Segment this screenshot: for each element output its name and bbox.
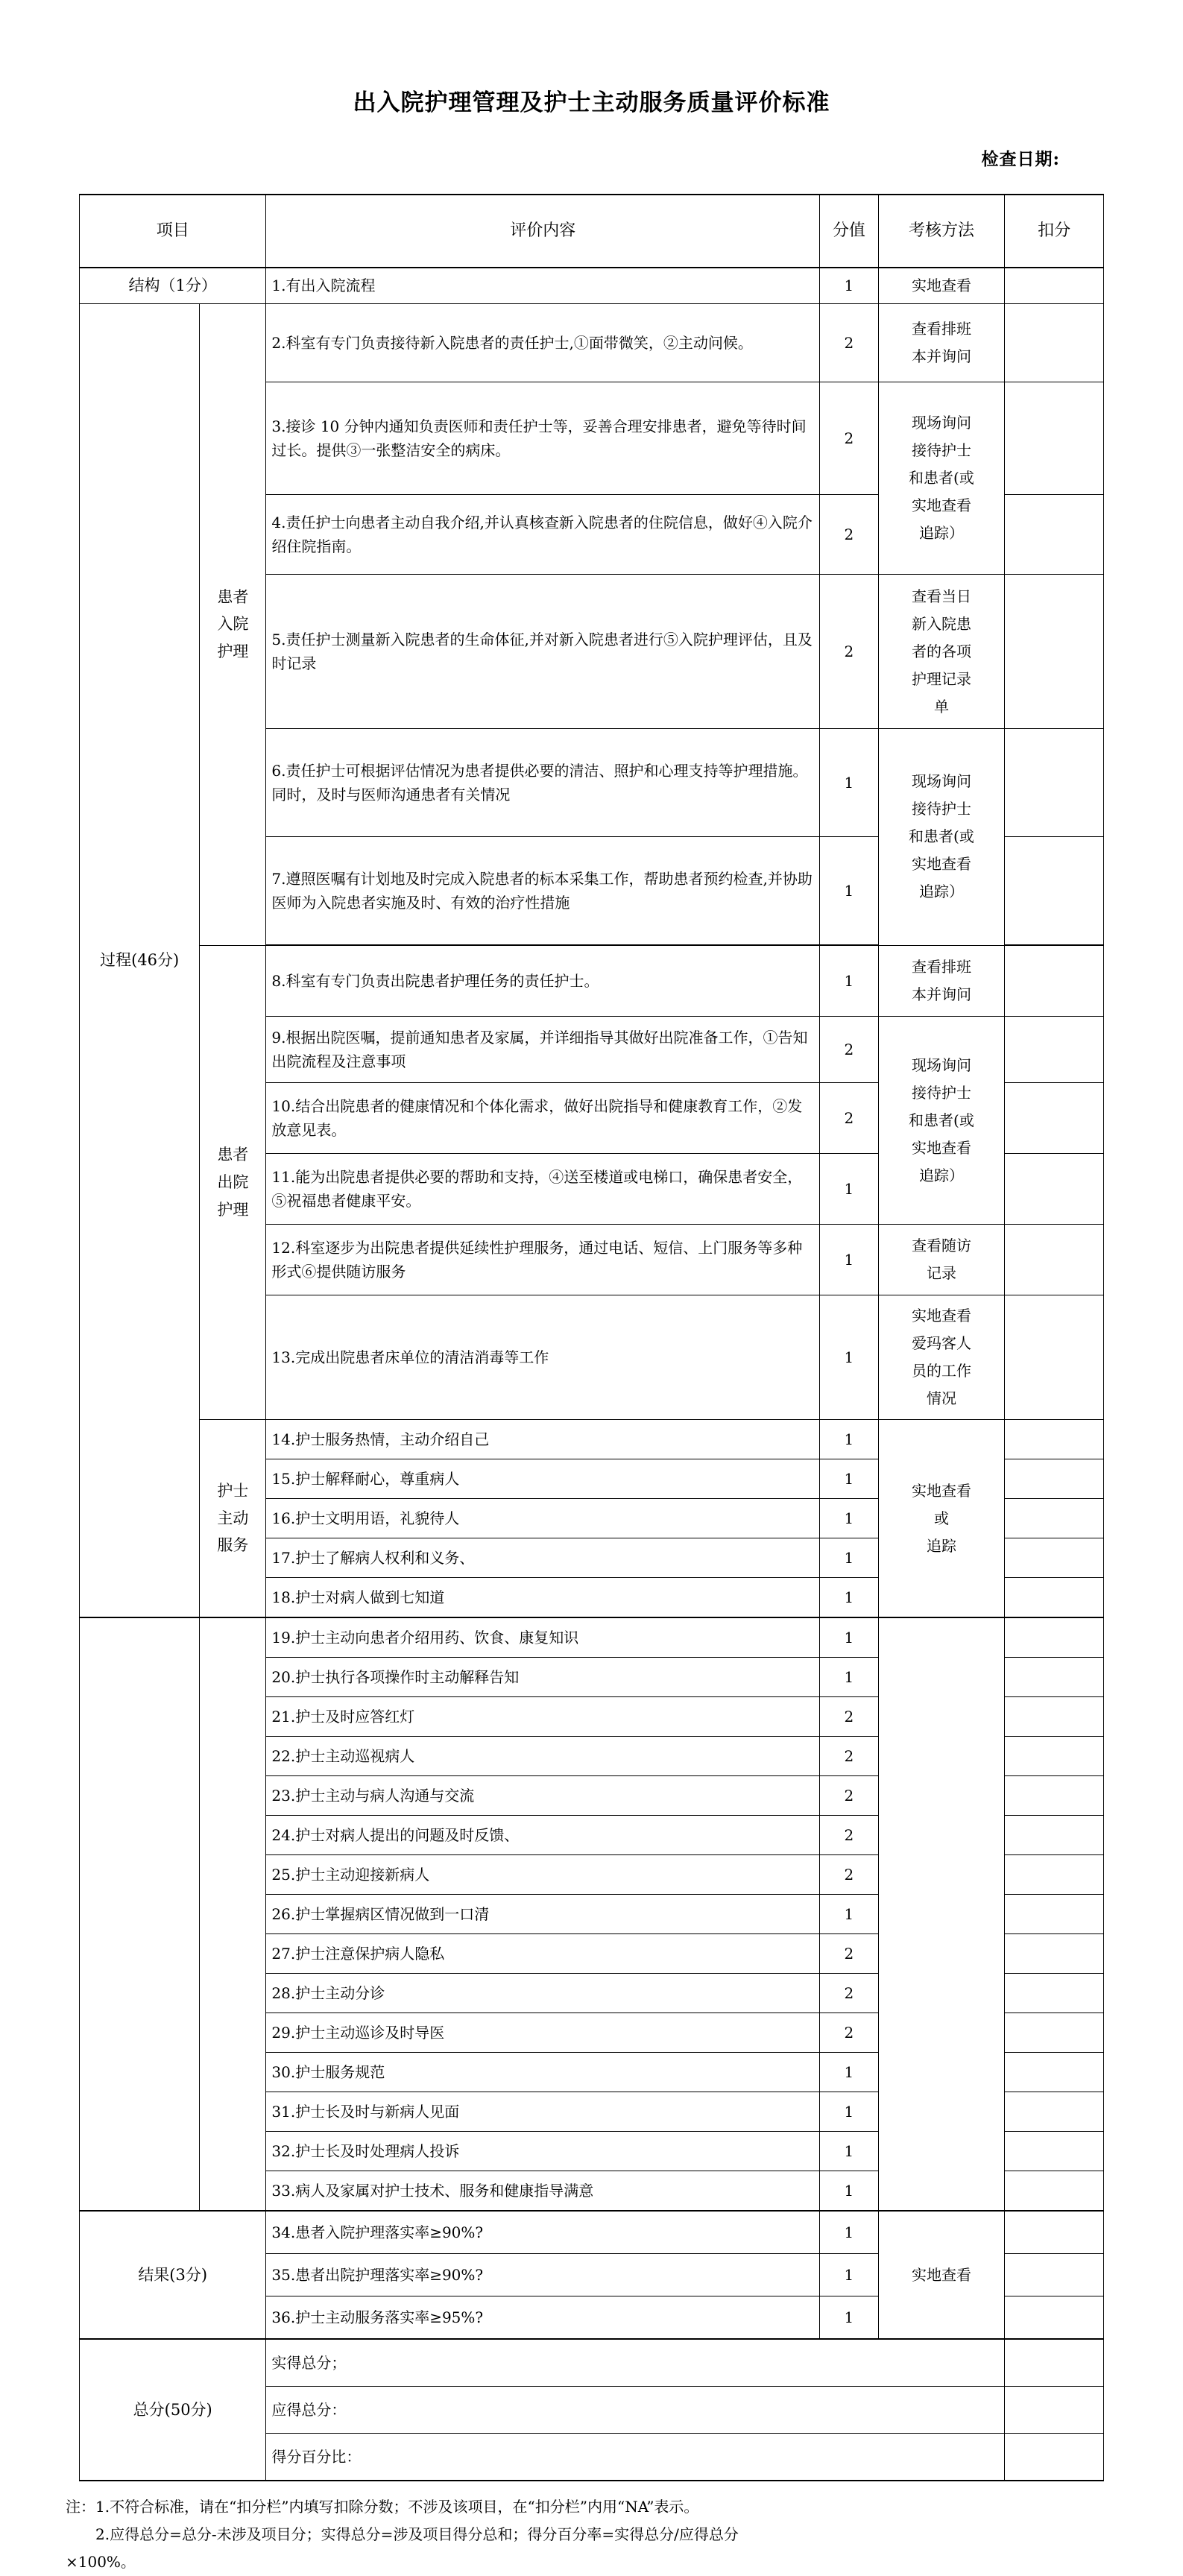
method-line-1: 查看排班 bbox=[911, 957, 971, 976]
method-line-5: 追踪） bbox=[918, 524, 964, 542]
table-row bbox=[80, 2211, 1104, 2254]
row-content-10: 10.结合出院患者的健康情况和个体化需求，做好出院指导和健康教育工作，②发放意见表。 bbox=[266, 1083, 820, 1154]
row-deduct-35[interactable] bbox=[1005, 2254, 1104, 2296]
category-process-cont bbox=[80, 1617, 200, 2211]
row-score-15: 1 bbox=[820, 1459, 879, 1499]
row-content-4: 4.责任护士向患者主动自我介绍,并认真核查新入院患者的住院信息，做好④入院介绍住院指南。 bbox=[266, 495, 820, 575]
row-score-34: 1 bbox=[820, 2211, 879, 2254]
row-deduct-11[interactable] bbox=[1005, 1154, 1104, 1225]
row-content-14: 14.护士服务热情，主动介绍自己 bbox=[266, 1420, 820, 1459]
header-deduct: 扣分 bbox=[1005, 195, 1104, 268]
method-line-2: 接待护士 bbox=[911, 800, 971, 818]
method-line-4: 情况 bbox=[926, 1389, 956, 1407]
row-method-1: 实地查看 bbox=[878, 268, 1005, 304]
row-method-2 bbox=[878, 304, 1005, 382]
method-line-3: 和患者(或 bbox=[909, 827, 974, 846]
method-line-1: 现场询问 bbox=[911, 772, 971, 791]
method-line-1: 查看排班 bbox=[911, 320, 971, 338]
row-content-29: 29.护士主动巡诊及时导医 bbox=[266, 2013, 820, 2053]
row-deduct-29[interactable] bbox=[1005, 2013, 1104, 2053]
total-percent-deduct[interactable] bbox=[1005, 2434, 1104, 2481]
row-score-14: 1 bbox=[820, 1420, 879, 1459]
row-score-3: 2 bbox=[820, 382, 879, 495]
row-content-33: 33.病人及家属对护士技术、服务和健康指导满意 bbox=[266, 2171, 820, 2212]
subcategory-line-1: 护士 bbox=[217, 1481, 249, 1500]
method-line-3: 和患者(或 bbox=[909, 469, 974, 487]
method-line-5: 追踪） bbox=[918, 883, 964, 901]
row-deduct-24[interactable] bbox=[1005, 1816, 1104, 1855]
row-content-12: 12.科室逐步为出院患者提供延续性护理服务，通过电话、短信、上门服务等多种形式⑥提供随访服务 bbox=[266, 1225, 820, 1295]
row-score-22: 2 bbox=[820, 1737, 879, 1776]
row-deduct-17[interactable] bbox=[1005, 1538, 1104, 1578]
evaluation-table-wrap bbox=[0, 170, 1183, 2481]
row-content-9: 9.根据出院医嘱，提前通知患者及家属，并详细指导其做好出院准备工作，①告知出院流程及注意事项 bbox=[266, 1017, 820, 1083]
method-line-2: 本并询问 bbox=[911, 347, 971, 365]
row-score-10: 2 bbox=[820, 1083, 879, 1154]
header-method: 考核方法 bbox=[878, 195, 1005, 268]
row-score-23: 2 bbox=[820, 1776, 879, 1816]
total-percent-label: 得分百分比： bbox=[266, 2434, 1005, 2481]
row-score-29: 2 bbox=[820, 2013, 879, 2053]
method-line-2: 爱玛客人 bbox=[911, 1334, 971, 1352]
subcategory-blank bbox=[200, 1617, 266, 2211]
row-content-25: 25.护士主动迎接新病人 bbox=[266, 1855, 820, 1895]
method-line-2: 记录 bbox=[926, 1264, 956, 1282]
row-score-36: 1 bbox=[820, 2296, 879, 2340]
row-score-33: 1 bbox=[820, 2171, 879, 2212]
method-line-5: 单 bbox=[933, 697, 949, 716]
row-content-16: 16.护士文明用语，礼貌待人 bbox=[266, 1499, 820, 1538]
method-line-2: 本并询问 bbox=[911, 985, 971, 1003]
table-row bbox=[80, 268, 1104, 304]
row-score-35: 1 bbox=[820, 2254, 879, 2296]
row-deduct-19[interactable] bbox=[1005, 1617, 1104, 1658]
total-expected-label: 应得总分： bbox=[266, 2387, 1005, 2434]
row-content-5: 5.责任护士测量新入院患者的生命体征,并对新入院患者进行⑤入院护理评估，且及时记录 bbox=[266, 575, 820, 729]
row-deduct-13[interactable] bbox=[1005, 1295, 1104, 1420]
row-deduct-8[interactable] bbox=[1005, 945, 1104, 1017]
row-content-2: 2.科室有专门负责接待新入院患者的责任护士,①面带微笑，②主动问候。 bbox=[266, 304, 820, 382]
row-deduct-10[interactable] bbox=[1005, 1083, 1104, 1154]
method-line-4: 实地查看 bbox=[911, 496, 971, 514]
row-score-31: 1 bbox=[820, 2092, 879, 2132]
method-line-1: 现场询问 bbox=[911, 414, 971, 432]
subcategory-discharge-nursing bbox=[200, 945, 266, 1420]
subcategory-line-1: 患者 bbox=[217, 587, 249, 606]
row-score-32: 1 bbox=[820, 2132, 879, 2171]
row-deduct-25[interactable] bbox=[1005, 1855, 1104, 1895]
method-line-3: 追踪 bbox=[926, 1536, 956, 1555]
subcategory-line-2: 主动 bbox=[217, 1509, 249, 1527]
row-deduct-15[interactable] bbox=[1005, 1459, 1104, 1499]
row-deduct-30[interactable] bbox=[1005, 2053, 1104, 2092]
subcategory-line-3: 护理 bbox=[217, 1200, 249, 1219]
category-result: 结果(3分) bbox=[80, 2211, 266, 2339]
row-deduct-6[interactable] bbox=[1005, 729, 1104, 837]
header-score: 分值 bbox=[820, 195, 879, 268]
row-deduct-5[interactable] bbox=[1005, 575, 1104, 729]
row-deduct-12[interactable] bbox=[1005, 1225, 1104, 1295]
row-content-8: 8.科室有专门负责出院患者护理任务的责任护士。 bbox=[266, 945, 820, 1017]
category-structure: 结构（1分） bbox=[80, 268, 266, 304]
row-score-28: 2 bbox=[820, 1974, 879, 2013]
subcategory-line-2: 出院 bbox=[217, 1172, 249, 1191]
row-score-13: 1 bbox=[820, 1295, 879, 1420]
evaluation-table bbox=[79, 194, 1104, 2481]
method-line-5: 追踪） bbox=[918, 1166, 964, 1184]
table-row-total bbox=[80, 2339, 1104, 2387]
row-score-7: 1 bbox=[820, 837, 879, 946]
row-score-16: 1 bbox=[820, 1499, 879, 1538]
row-method-14 bbox=[878, 1420, 1005, 1618]
row-content-32: 32.护士长及时处理病人投诉 bbox=[266, 2132, 820, 2171]
row-deduct-7[interactable] bbox=[1005, 837, 1104, 946]
note-line-1: 注：1.不符合标准，请在“扣分栏”内填写扣除分数；不涉及该项目，在“扣分栏”内用“NA”表示。 bbox=[66, 2498, 699, 2516]
row-score-20: 1 bbox=[820, 1658, 879, 1697]
row-score-30: 1 bbox=[820, 2053, 879, 2092]
method-line-2: 或 bbox=[933, 1509, 949, 1527]
table-header-row bbox=[80, 195, 1104, 268]
row-content-31: 31.护士长及时与新病人见面 bbox=[266, 2092, 820, 2132]
row-score-11: 1 bbox=[820, 1154, 879, 1225]
row-content-36: 36.护士主动服务落实率≥95%? bbox=[266, 2296, 820, 2340]
method-line-2: 新入院患 bbox=[911, 614, 971, 633]
row-content-6: 6.责任护士可根据评估情况为患者提供必要的清洁、照护和心理支持等护理措施。同时，及时与医师沟通患者有关情况 bbox=[266, 729, 820, 837]
row-content-26: 26.护士掌握病区情况做到一口清 bbox=[266, 1895, 820, 1934]
row-score-4: 2 bbox=[820, 495, 879, 575]
total-actual-label: 实得总分； bbox=[266, 2339, 1005, 2387]
row-deduct-16[interactable] bbox=[1005, 1499, 1104, 1538]
row-deduct-33[interactable] bbox=[1005, 2171, 1104, 2212]
method-line-4: 实地查看 bbox=[911, 1138, 971, 1157]
row-method-13 bbox=[878, 1295, 1005, 1420]
row-deduct-3[interactable] bbox=[1005, 382, 1104, 495]
row-method-19-33 bbox=[878, 1617, 1005, 2211]
row-deduct-31[interactable] bbox=[1005, 2092, 1104, 2132]
total-expected-deduct[interactable] bbox=[1005, 2387, 1104, 2434]
row-content-3: 3.接诊 10 分钟内通知负责医师和责任护士等，妥善合理安排患者，避免等待时间过长。提供③一张整洁安全的病床。 bbox=[266, 382, 820, 495]
row-content-19: 19.护士主动向患者介绍用药、饮食、康复知识 bbox=[266, 1617, 820, 1658]
table-row bbox=[80, 1420, 1104, 1459]
row-method-5 bbox=[878, 575, 1005, 729]
row-score-17: 1 bbox=[820, 1538, 879, 1578]
inspection-date-label: 检查日期: bbox=[981, 149, 1060, 169]
method-line-1: 实地查看 bbox=[911, 1307, 971, 1325]
row-content-22: 22.护士主动巡视病人 bbox=[266, 1737, 820, 1776]
row-content-23: 23.护士主动与病人沟通与交流 bbox=[266, 1776, 820, 1816]
method-line-4: 实地查看 bbox=[911, 855, 971, 874]
row-deduct-2[interactable] bbox=[1005, 304, 1104, 382]
subcategory-admission-nursing bbox=[200, 304, 266, 946]
row-deduct-9[interactable] bbox=[1005, 1017, 1104, 1083]
row-content-34: 34.患者入院护理落实率≥90%? bbox=[266, 2211, 820, 2254]
header-item: 项目 bbox=[80, 195, 266, 268]
row-method-34-36: 实地查看 bbox=[878, 2211, 1005, 2339]
row-content-20: 20.护士执行各项操作时主动解释告知 bbox=[266, 1658, 820, 1697]
row-content-7: 7.遵照医嘱有计划地及时完成入院患者的标本采集工作，帮助患者预约检查,并协助医师为入院患者实施及时、有效的治疗性措施 bbox=[266, 837, 820, 946]
row-deduct-4[interactable] bbox=[1005, 495, 1104, 575]
row-deduct-34[interactable] bbox=[1005, 2211, 1104, 2254]
row-method-6 bbox=[878, 729, 1005, 946]
row-score-5: 2 bbox=[820, 575, 879, 729]
method-line-4: 护理记录 bbox=[911, 669, 971, 688]
row-deduct-22[interactable] bbox=[1005, 1737, 1104, 1776]
method-line-2: 接待护士 bbox=[911, 1083, 971, 1102]
method-line-1: 现场询问 bbox=[911, 1055, 971, 1074]
row-content-11: 11.能为出院患者提供必要的帮助和支持，④送至楼道或电梯口，确保患者安全，⑤祝福患者健康平安。 bbox=[266, 1154, 820, 1225]
subcategory-line-2: 入院 bbox=[217, 615, 249, 634]
page-title: 出入院护理管理及护士主动服务质量评价标准 bbox=[353, 89, 830, 116]
row-score-26: 1 bbox=[820, 1895, 879, 1934]
row-deduct-32[interactable] bbox=[1005, 2132, 1104, 2171]
row-score-19: 1 bbox=[820, 1617, 879, 1658]
row-method-8 bbox=[878, 945, 1005, 1017]
row-score-12: 1 bbox=[820, 1225, 879, 1295]
row-content-28: 28.护士主动分诊 bbox=[266, 1974, 820, 2013]
note-line-3: ×100%。 bbox=[66, 2553, 136, 2571]
table-row bbox=[80, 1617, 1104, 1658]
row-deduct-23[interactable] bbox=[1005, 1776, 1104, 1816]
row-method-3 bbox=[878, 382, 1005, 575]
row-score-1: 1 bbox=[820, 268, 879, 304]
category-process: 过程(46分) bbox=[80, 304, 200, 1618]
note-line-2: 2.应得总分=总分-未涉及项目分；实得总分=涉及项目得分总和；得分百分率=实得总分/应得总分 bbox=[95, 2525, 739, 2543]
row-content-1: 1.有出入院流程 bbox=[266, 268, 820, 304]
row-score-9: 2 bbox=[820, 1017, 879, 1083]
row-deduct-28[interactable] bbox=[1005, 1974, 1104, 2013]
subcategory-line-3: 护理 bbox=[217, 643, 249, 661]
row-content-15: 15.护士解释耐心，尊重病人 bbox=[266, 1459, 820, 1499]
row-score-18: 1 bbox=[820, 1578, 879, 1618]
method-line-1: 实地查看 bbox=[911, 1481, 971, 1500]
subcategory-line-3: 服务 bbox=[217, 1536, 249, 1555]
footer-notes bbox=[0, 2481, 1183, 2576]
row-score-25: 2 bbox=[820, 1855, 879, 1895]
row-deduct-18[interactable] bbox=[1005, 1578, 1104, 1618]
row-content-17: 17.护士了解病人权利和义务、 bbox=[266, 1538, 820, 1578]
subcategory-line-1: 患者 bbox=[217, 1146, 249, 1164]
row-content-24: 24.护士对病人提出的问题及时反馈、 bbox=[266, 1816, 820, 1855]
row-content-35: 35.患者出院护理落实率≥90%? bbox=[266, 2254, 820, 2296]
row-score-27: 2 bbox=[820, 1934, 879, 1974]
row-content-27: 27.护士注意保护病人隐私 bbox=[266, 1934, 820, 1974]
row-deduct-20[interactable] bbox=[1005, 1658, 1104, 1697]
table-row bbox=[80, 304, 1104, 382]
header-content: 评价内容 bbox=[266, 195, 820, 268]
row-deduct-36[interactable] bbox=[1005, 2296, 1104, 2340]
method-line-2: 接待护士 bbox=[911, 441, 971, 459]
row-deduct-1[interactable] bbox=[1005, 268, 1104, 304]
row-content-18: 18.护士对病人做到七知道 bbox=[266, 1578, 820, 1618]
category-total: 总分(50分) bbox=[80, 2339, 266, 2481]
row-method-9 bbox=[878, 1017, 1005, 1225]
row-method-12 bbox=[878, 1225, 1005, 1295]
row-content-13: 13.完成出院患者床单位的清洁消毒等工作 bbox=[266, 1295, 820, 1420]
method-line-3: 和患者(或 bbox=[909, 1111, 974, 1129]
row-score-6: 1 bbox=[820, 729, 879, 837]
table-row bbox=[80, 945, 1104, 1017]
row-score-24: 2 bbox=[820, 1816, 879, 1855]
method-line-3: 者的各项 bbox=[911, 642, 971, 660]
total-actual-deduct[interactable] bbox=[1005, 2339, 1104, 2387]
row-content-21: 21.护士及时应答红灯 bbox=[266, 1697, 820, 1737]
row-score-8: 1 bbox=[820, 945, 879, 1017]
row-deduct-26[interactable] bbox=[1005, 1895, 1104, 1934]
row-deduct-27[interactable] bbox=[1005, 1934, 1104, 1974]
row-score-21: 2 bbox=[820, 1697, 879, 1737]
row-deduct-21[interactable] bbox=[1005, 1697, 1104, 1737]
method-line-3: 员的工作 bbox=[911, 1362, 971, 1380]
method-line-1: 查看随访 bbox=[911, 1237, 971, 1254]
row-content-30: 30.护士服务规范 bbox=[266, 2053, 820, 2092]
method-line-1: 查看当日 bbox=[911, 587, 971, 605]
row-deduct-14[interactable] bbox=[1005, 1420, 1104, 1459]
row-score-2: 2 bbox=[820, 304, 879, 382]
subcategory-active-service bbox=[200, 1420, 266, 1618]
